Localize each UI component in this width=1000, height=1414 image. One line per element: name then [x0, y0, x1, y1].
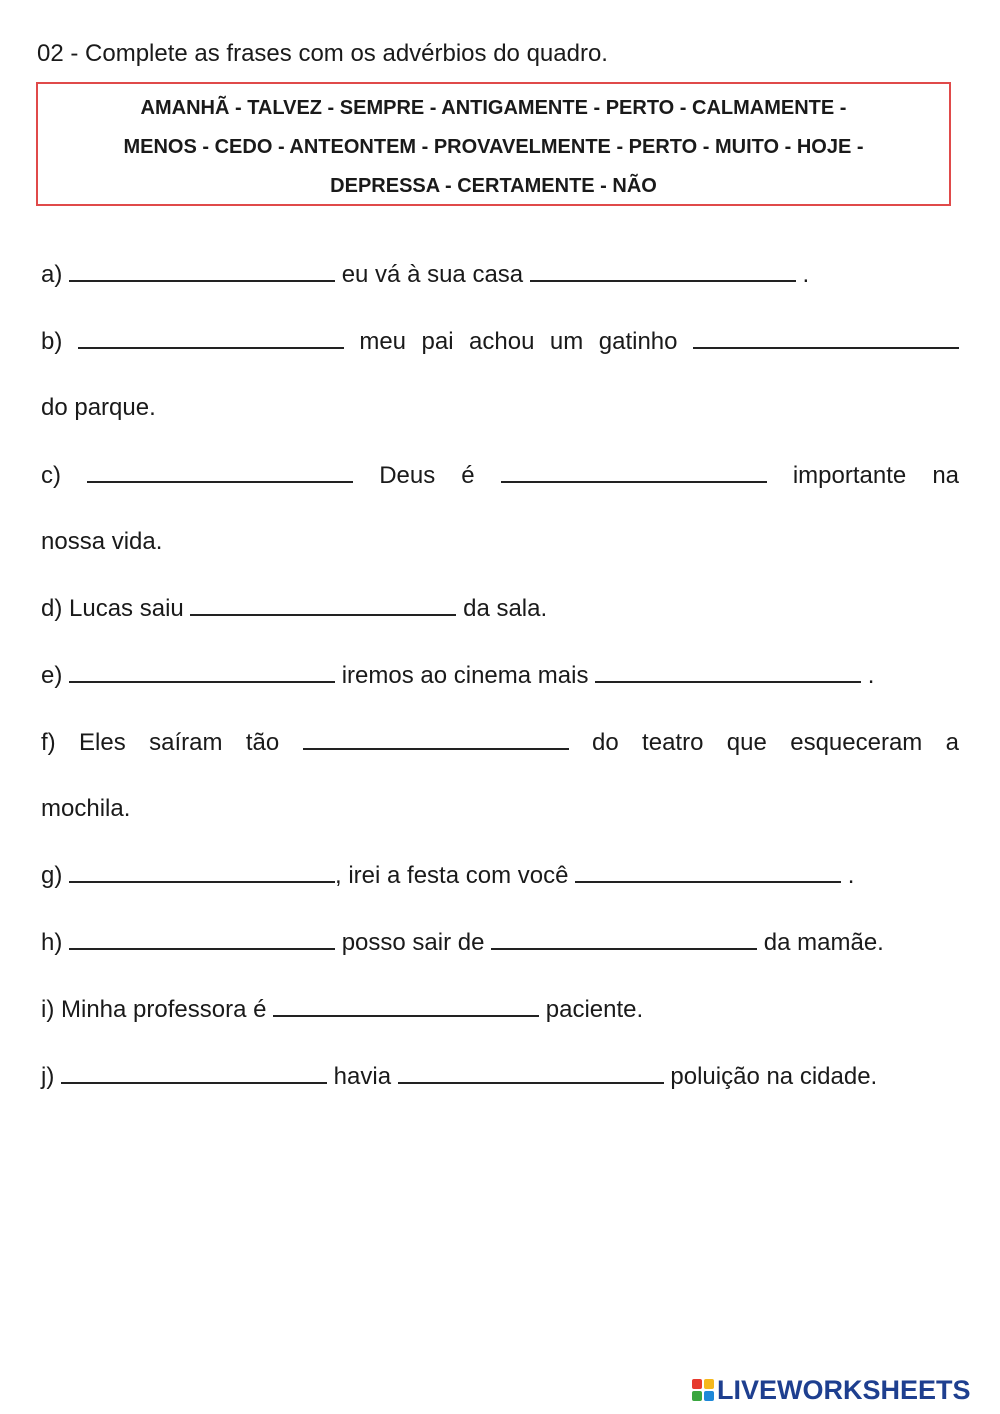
answer-blank-f1[interactable]: [303, 726, 569, 750]
question-c: [41, 459, 959, 492]
question-f-text-2: do teatro que esqueceram a: [591, 729, 960, 756]
question-e-end: .: [867, 662, 875, 689]
page-title: 02 - Complete as frases com os advérbios do quadro.: [37, 40, 608, 67]
answer-blank-g2[interactable]: [575, 859, 841, 883]
answer-blank-j2[interactable]: [398, 1060, 664, 1084]
answer-blank-a1[interactable]: [69, 258, 335, 282]
question-a: [41, 258, 959, 291]
question-i-text: i) Minha professora é: [41, 996, 267, 1023]
question-j-text: havia: [333, 1063, 392, 1090]
question-d-text: d) Lucas saiu: [41, 595, 184, 622]
question-e: [41, 659, 959, 692]
answer-blank-i1[interactable]: [273, 993, 539, 1017]
liveworksheets-logo: [692, 1374, 971, 1406]
question-h: [41, 926, 959, 959]
question-c-text: Deus é: [379, 462, 475, 489]
answer-blank-c2[interactable]: [501, 459, 767, 483]
question-g-end: .: [847, 862, 855, 889]
answer-blank-a2[interactable]: [530, 258, 796, 282]
question-a-text: eu vá à sua casa: [341, 261, 524, 288]
answer-blank-e1[interactable]: [69, 659, 335, 683]
question-h-label: h): [41, 929, 63, 956]
question-j-label: j): [41, 1063, 55, 1090]
answer-blank-d1[interactable]: [190, 592, 456, 616]
question-b: [41, 325, 959, 358]
question-f-continuation: mochila.: [41, 795, 131, 822]
liveworksheets-logo-text: LIVEWORKSHEETS: [717, 1374, 971, 1405]
question-j: [41, 1060, 959, 1093]
question-b-label: b): [41, 328, 63, 355]
liveworksheets-logo-icon: [692, 1379, 714, 1401]
answer-blank-g1[interactable]: [69, 859, 335, 883]
question-c-continuation: nossa vida.: [41, 528, 163, 555]
question-i: [41, 993, 959, 1026]
question-a-end: .: [802, 261, 810, 288]
answer-blank-h1[interactable]: [69, 926, 335, 950]
question-g-label: g): [41, 862, 63, 889]
word-box-line-2: MENOS - CEDO - ANTEONTEM - PROVAVELMENTE - PERTO - MUITO - HOJE -: [123, 136, 864, 158]
question-c-label: c): [41, 462, 61, 489]
question-j-end: poluição na cidade.: [670, 1063, 878, 1090]
question-i-end: paciente.: [545, 996, 644, 1023]
question-f-text: f) Eles saíram tão: [41, 729, 280, 756]
question-a-label: a): [41, 261, 63, 288]
adverb-word-box: [36, 82, 951, 206]
question-e-label: e): [41, 662, 63, 689]
question-g-text: , irei a festa com você: [335, 862, 569, 889]
answer-blank-h2[interactable]: [491, 926, 757, 950]
question-d-end: da sala.: [463, 595, 548, 622]
answer-blank-b2[interactable]: [693, 325, 959, 349]
question-d: [41, 592, 959, 625]
question-c-text-2: importante na: [792, 462, 960, 489]
question-h-end: da mamãe.: [763, 929, 884, 956]
word-box-line-3: DEPRESSA - CERTAMENTE - NÃO: [330, 175, 657, 197]
question-h-text: posso sair de: [341, 929, 485, 956]
answer-blank-b1[interactable]: [78, 325, 344, 349]
question-b-text: meu pai achou um gatinho: [359, 328, 678, 355]
answer-blank-j1[interactable]: [61, 1060, 327, 1084]
question-e-text: iremos ao cinema mais: [341, 662, 589, 689]
question-g: [41, 859, 959, 892]
answer-blank-e2[interactable]: [595, 659, 861, 683]
answer-blank-c1[interactable]: [87, 459, 353, 483]
word-box-line-1: AMANHÃ - TALVEZ - SEMPRE - ANTIGAMENTE - PERTO - CALMAMENTE -: [140, 97, 847, 119]
question-b-continuation: do parque.: [41, 394, 156, 421]
question-f: [41, 726, 959, 759]
